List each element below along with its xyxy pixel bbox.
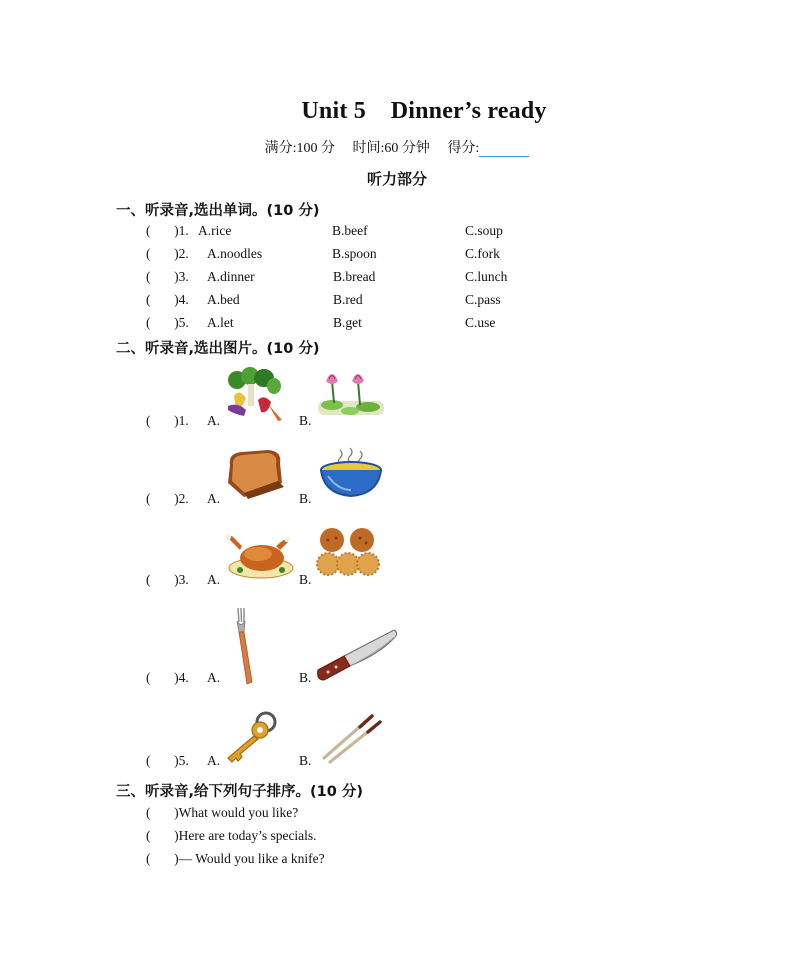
q3-heading: 三、听录音,给下列句子排序。(10 分) — [116, 784, 363, 800]
key-icon — [222, 710, 278, 766]
chopsticks-icon — [316, 708, 386, 764]
option-c: C.pass — [465, 292, 501, 307]
knife-icon — [314, 626, 400, 682]
option-b: B. — [299, 753, 312, 768]
vegetables-icon — [224, 366, 284, 422]
lotus-flowers-icon — [318, 367, 384, 419]
q1-item — [0, 246, 794, 266]
option-a: A.noodles — [207, 246, 263, 261]
page-title: Unit 5 Dinner’s ready — [301, 98, 547, 124]
q1-item — [0, 315, 794, 335]
option-a: A. — [207, 491, 221, 506]
option-b: B.spoon — [332, 246, 377, 261]
option-c: C.soup — [465, 223, 503, 238]
q2-item — [0, 491, 794, 511]
full-score: 满分:100 分 — [264, 141, 336, 156]
answer-blank[interactable]: ( )2. — [146, 246, 189, 261]
cookies-icon — [316, 526, 380, 578]
section-title: 听力部分 — [366, 170, 427, 188]
answer-blank[interactable]: ( )1. — [146, 223, 189, 238]
score-label: 得分: — [447, 141, 480, 156]
option-a: A. — [207, 753, 221, 768]
option-a: A.rice — [198, 223, 232, 238]
soup-bowl-icon — [318, 446, 384, 500]
q1-item — [0, 223, 794, 243]
option-b: B. — [299, 572, 312, 587]
q3-item[interactable]: ( )Here are today’s specials. — [146, 828, 317, 843]
bread-toast-icon — [224, 447, 288, 499]
option-b: B.red — [333, 292, 363, 307]
option-b: B.beef — [332, 223, 368, 238]
answer-blank[interactable]: ( )5. — [146, 753, 189, 768]
score-field — [447, 141, 529, 156]
option-a: A. — [207, 572, 221, 587]
option-b: B.bread — [333, 269, 376, 284]
option-a: A.dinner — [207, 269, 255, 284]
answer-blank[interactable]: ( )4. — [146, 292, 189, 307]
q1-item — [0, 292, 794, 312]
option-a: A.let — [207, 315, 234, 330]
option-a: A. — [207, 413, 221, 428]
roast-chicken-icon — [224, 528, 294, 580]
exam-meta — [0, 137, 794, 157]
option-a: A.bed — [207, 292, 240, 307]
q2-item — [0, 572, 794, 592]
answer-blank[interactable]: ( )1. — [146, 413, 189, 428]
answer-blank[interactable]: ( )5. — [146, 315, 189, 330]
answer-blank[interactable]: ( )3. — [146, 572, 189, 587]
answer-blank[interactable]: ( )3. — [146, 269, 189, 284]
option-b: B. — [299, 670, 312, 685]
fork-icon — [228, 606, 262, 686]
option-b: B. — [299, 491, 312, 506]
q1-heading: 一、听录音,选出单词。(10 分) — [116, 203, 320, 219]
option-c: C.lunch — [465, 269, 508, 284]
q2-heading: 二、听录音,选出图片。(10 分) — [116, 341, 320, 357]
exam-time: 时间:60 分钟 — [352, 141, 430, 156]
answer-blank[interactable]: ( )4. — [146, 670, 189, 685]
option-c: C.use — [465, 315, 496, 330]
q1-item — [0, 269, 794, 289]
option-b: B. — [299, 413, 312, 428]
score-blank[interactable] — [479, 142, 529, 157]
q3-item[interactable]: ( )— Would you like a knife? — [146, 851, 325, 866]
q2-item — [0, 413, 794, 433]
option-a: A. — [207, 670, 221, 685]
q2-item — [0, 753, 794, 773]
option-c: C.fork — [465, 246, 500, 261]
option-b: B.get — [333, 315, 362, 330]
q3-item[interactable]: ( )What would you like? — [146, 805, 299, 820]
answer-blank[interactable]: ( )2. — [146, 491, 189, 506]
